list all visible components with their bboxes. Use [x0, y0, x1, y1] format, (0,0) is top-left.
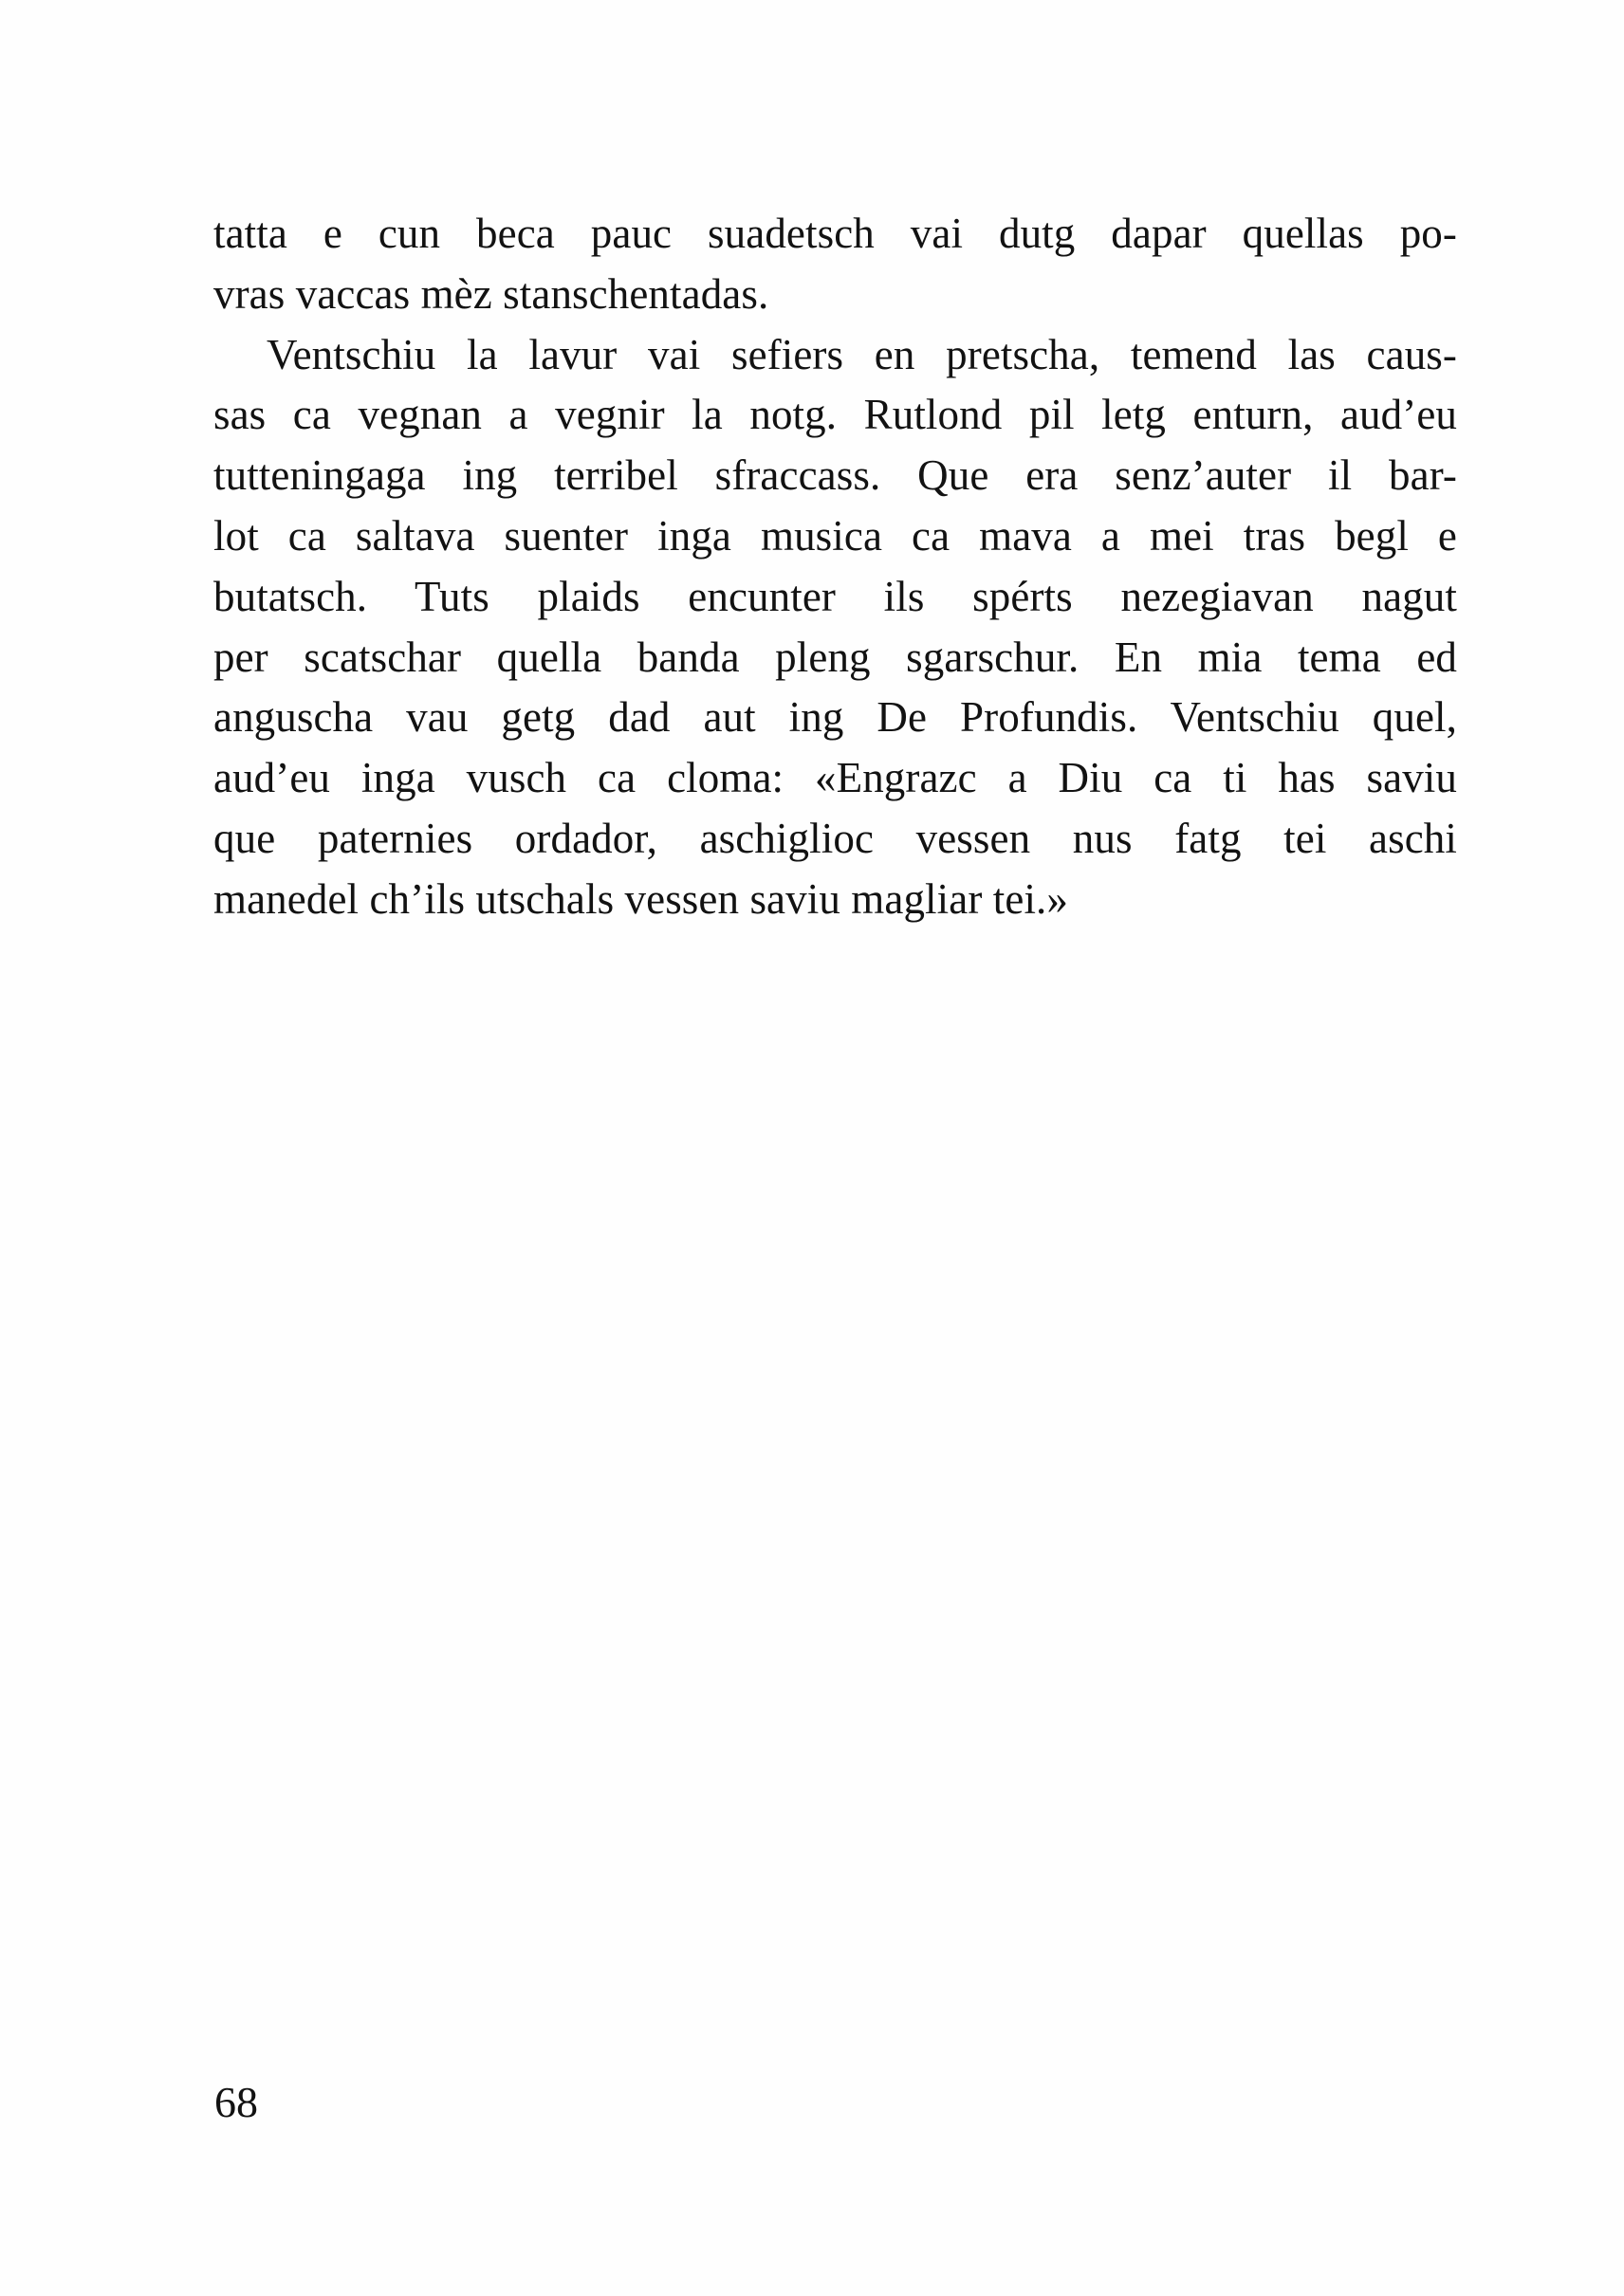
text-line: aud’eu inga vusch ca cloma: «Engrazc a Diu ca ti has saviu [213, 754, 1457, 802]
text-line: tutteningaga ing terribel sfraccass. Que era senz’auter il bar- [213, 451, 1457, 500]
text-line: manedel ch’ils utschals vessen saviu magliar tei.» [213, 874, 1069, 923]
text-line: sas ca vegnan a vegnir la notg. Rutlond pil letg enturn, aud’eu [213, 391, 1457, 439]
page-number: 68 [214, 2078, 258, 2126]
paragraph-2 [213, 325, 1457, 930]
text-line: butatsch. Tuts plaids encunter ils spérts nezegiavan nagut [213, 572, 1457, 620]
text-line: anguscha vau getg dad aut ing De Profundis. Ventschiu quel, [213, 693, 1457, 742]
text-line: per scatschar quella banda pleng sgarschur. En mia tema ed [213, 633, 1457, 681]
text-line: tatta e cun beca pauc suadetsch vai dutg dapar quellas po- [213, 210, 1457, 257]
text-line: lot ca saltava suenter inga musica ca mava a mei tras begl e [213, 511, 1457, 560]
body-text [213, 204, 1457, 930]
text-line: Ventschiu la lavur vai sefiers en pretscha, temend las caus- [267, 330, 1457, 378]
text-line: vras vaccas mèz stanschentadas. [213, 269, 769, 318]
text-line: que paternies ordador, aschiglioc vessen nus fatg tei aschi [213, 814, 1457, 862]
paragraph-1 [213, 204, 1457, 325]
